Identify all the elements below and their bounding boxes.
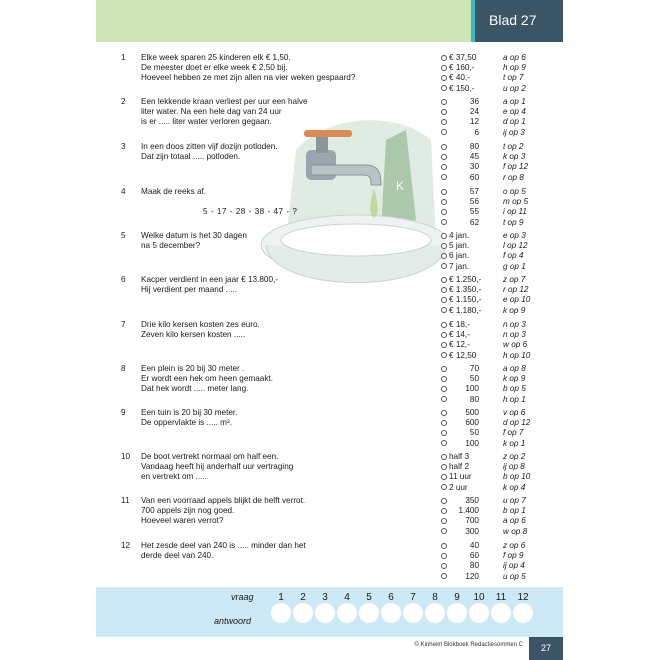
answer-option[interactable]: [441, 107, 561, 117]
option-value: 300: [465, 526, 479, 536]
answer-option[interactable]: [441, 128, 561, 138]
answer-option[interactable]: [441, 231, 561, 241]
option-value: 70: [469, 364, 479, 373]
answer-option[interactable]: [441, 218, 561, 228]
option-code: ij op 8: [503, 462, 525, 472]
answer-option[interactable]: [441, 506, 561, 516]
answer-option[interactable]: [441, 241, 561, 251]
answer-circle[interactable]: [447, 603, 467, 623]
question-line: Er wordt een hek om heen gemaakt.: [141, 374, 273, 384]
option-code: v op 6: [503, 408, 526, 417]
answer-option[interactable]: [441, 572, 561, 582]
option-code: z op 7: [503, 275, 526, 284]
answer-option[interactable]: [441, 53, 561, 63]
grid-number: 4: [344, 592, 350, 603]
answer-option[interactable]: [441, 320, 561, 330]
option-code: z op 6: [503, 541, 526, 550]
option-value: 56: [469, 197, 479, 207]
answer-option[interactable]: [441, 275, 561, 285]
question-line: Een lekkende kraan verliest per uur een halve: [141, 97, 308, 106]
page-footer: [96, 637, 563, 660]
question-number: 10: [121, 452, 131, 461]
question-line: Een tuin is 20 bij 30 meter.: [141, 408, 238, 417]
grid-number: 11: [495, 592, 507, 603]
option-code: u op 5: [503, 571, 526, 581]
option-value: 80: [469, 561, 479, 571]
question-text: [141, 541, 371, 561]
sheet-title: Blad 27: [489, 12, 537, 28]
question-line: De boot vertrekt normaal om half een.: [141, 452, 279, 461]
answer-options: [441, 142, 561, 183]
radio-button[interactable]: [441, 233, 447, 239]
answer-option[interactable]: [441, 384, 561, 394]
grid-number: 6: [388, 592, 394, 603]
answer-options: [441, 541, 561, 582]
grid-number: 12: [517, 592, 529, 603]
option-code: e op 3: [503, 231, 526, 240]
answer-option[interactable]: [441, 63, 561, 73]
answer-option[interactable]: [441, 197, 561, 207]
question-line: Zeven kilo kersen kosten .....: [141, 330, 246, 340]
option-value: 80: [469, 394, 479, 404]
question-line: Maak de reeks af.: [141, 187, 207, 196]
option-code: k op 9: [503, 374, 526, 384]
question-line: Dat zijn totaal ..... potloden.: [141, 152, 241, 162]
option-code: h op 10: [503, 350, 531, 360]
radio-button[interactable]: [441, 55, 447, 61]
radio-button[interactable]: [441, 474, 447, 480]
option-value: € 14,-: [449, 330, 470, 340]
answer-circle[interactable]: [469, 603, 489, 623]
question-line: is er ..... liter water verloren gegaan.: [141, 117, 272, 127]
answer-option[interactable]: [441, 418, 561, 428]
answer-circle[interactable]: [381, 603, 401, 623]
question-number: 9: [121, 408, 126, 417]
option-value: 55: [469, 207, 479, 217]
answer-option[interactable]: [441, 73, 561, 83]
option-code: r op 12: [503, 285, 529, 295]
radio-button[interactable]: [441, 85, 447, 91]
question-line: Een plein is 20 bij 30 meter .: [141, 364, 245, 373]
radio-button[interactable]: [441, 243, 447, 249]
answer-option[interactable]: [441, 551, 561, 561]
answer-row-label: antwoord: [214, 616, 252, 626]
answer-option[interactable]: [441, 295, 561, 305]
question-line: Van een voorraad appels blijkt de helft verrot.: [141, 496, 306, 505]
answer-option[interactable]: [441, 142, 561, 152]
sheet-tab: [471, 0, 563, 42]
option-code: n op 3: [503, 320, 526, 329]
question-line: liter water. Na een hele dag van 24 uur: [141, 107, 282, 117]
question-line: derde deel van 240.: [141, 551, 214, 561]
option-code: m op 5: [503, 197, 529, 207]
question-line: Drie kilo kersen kosten zes euro.: [141, 320, 260, 329]
option-value: 50: [469, 374, 479, 384]
option-code: f op 9: [503, 551, 524, 561]
grid-number: 7: [410, 592, 416, 603]
answer-options: [441, 231, 561, 272]
answer-circle[interactable]: [403, 603, 423, 623]
option-code: a op 6: [503, 516, 526, 526]
radio-button[interactable]: [441, 65, 447, 71]
answer-grid: [96, 587, 563, 637]
option-value: € 37,50: [449, 53, 477, 62]
option-code: t op 7: [503, 73, 524, 83]
grid-number: 10: [473, 592, 485, 603]
answer-option[interactable]: [441, 340, 561, 350]
question-text: [141, 142, 371, 162]
answer-options: [441, 320, 561, 361]
question-text: [141, 364, 371, 395]
option-value: € 18,-: [449, 320, 470, 329]
answer-option[interactable]: [441, 527, 561, 537]
question-number: 11: [121, 496, 130, 505]
option-code: w op 8: [503, 526, 528, 536]
question-line: Elke week sparen 25 kinderen elk € 1,50.: [141, 53, 291, 62]
question-line: Hoeveel hebben ze met zijn allen na vier weken gespaard?: [141, 73, 356, 83]
option-value: 1.400: [458, 506, 479, 516]
answer-option[interactable]: [441, 364, 561, 374]
answer-option[interactable]: [441, 428, 561, 438]
option-value: 120: [465, 571, 479, 581]
answer-options: [441, 275, 561, 316]
answer-circle[interactable]: [337, 603, 357, 623]
answer-circle[interactable]: [359, 603, 379, 623]
question-line: Hoeveel waren verrot?: [141, 516, 224, 526]
option-value: 700: [465, 516, 479, 526]
radio-button[interactable]: [441, 253, 447, 259]
answer-options: [441, 187, 561, 228]
option-code: ij op 4: [503, 561, 525, 571]
option-code: ij op 3: [503, 127, 525, 137]
grid-number: 1: [278, 592, 284, 603]
option-value: 5 jan.: [449, 241, 470, 251]
option-code: b op 10: [503, 472, 531, 482]
answer-option[interactable]: [441, 516, 561, 526]
option-code: h op 9: [503, 63, 526, 73]
answer-options: [441, 496, 561, 537]
grid-number: 3: [322, 592, 328, 603]
option-value: € 1.250,-: [449, 275, 482, 284]
answer-circle[interactable]: [491, 603, 511, 623]
option-code: u op 2: [503, 83, 526, 93]
answer-option[interactable]: [441, 173, 561, 183]
question-line: 700 appels zijn nog goed.: [141, 506, 235, 516]
option-code: k op 9: [503, 305, 526, 315]
option-value: 100: [465, 384, 479, 394]
answer-option[interactable]: [441, 472, 561, 482]
answer-option[interactable]: [441, 207, 561, 217]
answer-options: [441, 53, 561, 94]
answer-options: [441, 97, 561, 138]
option-code: r op 8: [503, 172, 524, 182]
option-value: 6 jan.: [449, 251, 470, 261]
answer-option[interactable]: [441, 483, 561, 493]
page-number: 27: [529, 637, 563, 660]
option-code: f op 12: [503, 162, 529, 172]
question-line: Het zesde deel van 240 is ..... minder dan het: [141, 541, 306, 550]
option-value: 350: [465, 496, 479, 505]
question-line: Welke datum is het 30 dagen: [141, 231, 247, 240]
option-value: € 160,-: [449, 63, 475, 73]
answer-circle[interactable]: [271, 603, 291, 623]
answer-option[interactable]: [441, 541, 561, 551]
option-value: half 2: [449, 462, 470, 472]
option-value: € 150,-: [449, 83, 475, 93]
answer-option[interactable]: [441, 152, 561, 162]
question-number: 2: [121, 97, 126, 106]
answer-option[interactable]: [441, 452, 561, 462]
radio-button[interactable]: [441, 307, 447, 313]
answer-circle[interactable]: [425, 603, 445, 623]
option-value: € 12,50: [449, 350, 477, 360]
answer-circle[interactable]: [315, 603, 335, 623]
answer-option[interactable]: [441, 162, 561, 172]
option-value: 60: [469, 551, 479, 561]
radio-button[interactable]: [441, 277, 447, 283]
option-value: 4 jan.: [449, 231, 470, 240]
radio-button[interactable]: [441, 297, 447, 303]
answer-circle[interactable]: [293, 603, 313, 623]
radio-button[interactable]: [441, 352, 447, 358]
answer-option[interactable]: [441, 251, 561, 261]
option-code: k op 4: [503, 482, 526, 492]
option-code: a op 6: [503, 53, 526, 62]
option-value: 62: [469, 217, 479, 227]
answer-option[interactable]: [441, 439, 561, 449]
question-text: [141, 408, 371, 428]
answer-option[interactable]: [441, 97, 561, 107]
answer-option[interactable]: [441, 351, 561, 361]
question-text: [141, 97, 371, 128]
answer-options: [441, 408, 561, 449]
option-value: 2 uur: [449, 482, 468, 492]
option-value: 30: [469, 162, 479, 172]
option-value: 12: [469, 117, 479, 127]
question-line: Vandaag heeft hij anderhalf uur vertraging: [141, 462, 294, 472]
option-code: e op 4: [503, 107, 526, 117]
radio-button[interactable]: [441, 332, 447, 338]
svg-text:K: K: [396, 179, 405, 193]
radio-button[interactable]: [441, 454, 447, 460]
option-code: l op 12: [503, 241, 528, 251]
option-code: f op 7: [503, 428, 524, 438]
option-code: t op 2: [503, 142, 524, 151]
answer-option[interactable]: [441, 561, 561, 571]
option-code: a op 8: [503, 364, 526, 373]
answer-option[interactable]: [441, 395, 561, 405]
question-number: 12: [121, 541, 131, 550]
answer-option[interactable]: [441, 187, 561, 197]
option-code: e op 10: [503, 295, 531, 305]
answer-options: [441, 452, 561, 493]
question-text: [141, 53, 371, 84]
question-number: 4: [121, 187, 126, 196]
answer-option[interactable]: [441, 462, 561, 472]
option-code: k op 3: [503, 152, 526, 162]
option-code: d op 1: [503, 117, 526, 127]
answer-circle[interactable]: [513, 603, 533, 623]
answer-option[interactable]: [441, 285, 561, 295]
radio-button[interactable]: [441, 322, 447, 328]
option-value: € 12,-: [449, 340, 470, 350]
question-line: na 5 december?: [141, 241, 201, 251]
option-code: t op 9: [503, 217, 524, 227]
radio-button[interactable]: [441, 263, 447, 269]
option-code: k op 1: [503, 438, 526, 448]
option-code: b op 5: [503, 384, 526, 394]
option-value: 45: [469, 152, 479, 162]
question-line: Kacper verdient in een jaar € 13.800,-: [141, 275, 279, 284]
option-value: € 40,-: [449, 73, 470, 83]
option-value: 100: [465, 438, 479, 448]
option-value: 11 uur: [449, 472, 472, 482]
radio-button[interactable]: [441, 342, 447, 348]
grid-number: 2: [300, 592, 306, 603]
question-line: In een doos zitten vijf dozijn potloden.: [141, 142, 278, 151]
number-sequence: 5 - 17 - 28 - 38 - 47 - ?: [203, 207, 298, 216]
option-value: 6: [474, 127, 479, 137]
grid-number: 8: [432, 592, 438, 603]
option-value: 80: [469, 142, 479, 151]
option-code: a op 1: [503, 97, 526, 106]
option-value: 500: [465, 408, 479, 417]
option-code: n op 3: [503, 330, 526, 340]
option-value: 40: [469, 541, 479, 550]
question-line: en vertrekt om .....: [141, 472, 207, 482]
option-value: half 3: [449, 452, 470, 461]
answer-option[interactable]: [441, 262, 561, 272]
answer-options: [441, 364, 561, 405]
option-code: i op 11: [503, 207, 527, 217]
answer-option[interactable]: [441, 306, 561, 316]
option-value: 36: [469, 97, 479, 106]
question-number: 3: [121, 142, 126, 151]
option-value: 600: [465, 418, 479, 428]
option-code: b op 1: [503, 506, 526, 516]
radio-button[interactable]: [441, 287, 447, 293]
option-code: z op 2: [503, 452, 526, 461]
answer-option[interactable]: [441, 117, 561, 127]
option-value: € 1.180,-: [449, 305, 482, 315]
question-text: [141, 231, 371, 251]
question-number: 7: [121, 320, 126, 329]
grid-number: 9: [454, 592, 460, 603]
question-text: [141, 452, 371, 483]
question-number: 6: [121, 275, 126, 284]
question-line: De meester doet er elke week € 2,50 bij.: [141, 63, 288, 73]
grid-number: 5: [366, 592, 372, 603]
question-number: 1: [121, 53, 126, 62]
question-text: [141, 320, 371, 340]
option-code: g op 1: [503, 261, 526, 271]
option-value: 50: [469, 428, 479, 438]
option-code: w op 6: [503, 340, 528, 350]
question-text: [141, 275, 371, 295]
question-number: 5: [121, 231, 126, 240]
option-code: u op 7: [503, 496, 526, 505]
question-line: Dat hek wordt ..... meter lang.: [141, 384, 249, 394]
answer-option[interactable]: [441, 408, 561, 418]
question-row-label: vraag: [231, 592, 254, 602]
option-value: 7 jan.: [449, 261, 470, 271]
option-value: € 1.150,-: [449, 295, 482, 305]
radio-button[interactable]: [441, 75, 447, 81]
radio-button[interactable]: [441, 484, 447, 490]
option-code: o op 5: [503, 187, 526, 196]
question-text: [141, 496, 371, 527]
question-number: 8: [121, 364, 126, 373]
question-line: De oppervlakte is ..... m².: [141, 418, 233, 428]
option-value: 60: [469, 172, 479, 182]
answer-option[interactable]: [441, 330, 561, 340]
answer-option[interactable]: [441, 84, 561, 94]
answer-option[interactable]: [441, 374, 561, 384]
question-text: [141, 187, 371, 216]
copyright-text: © Kinheim Blokboek Redactiesommen C: [414, 642, 523, 648]
option-value: € 1.350,-: [449, 285, 482, 295]
answer-option[interactable]: [441, 496, 561, 506]
option-code: d op 12: [503, 418, 531, 428]
option-value: 24: [469, 107, 479, 117]
question-line: Hij verdient per maand .....: [141, 285, 238, 295]
radio-button[interactable]: [441, 464, 447, 470]
option-code: h op 1: [503, 394, 526, 404]
option-value: 57: [469, 187, 479, 196]
option-code: f op 4: [503, 251, 524, 261]
worksheet-page: [96, 0, 563, 660]
